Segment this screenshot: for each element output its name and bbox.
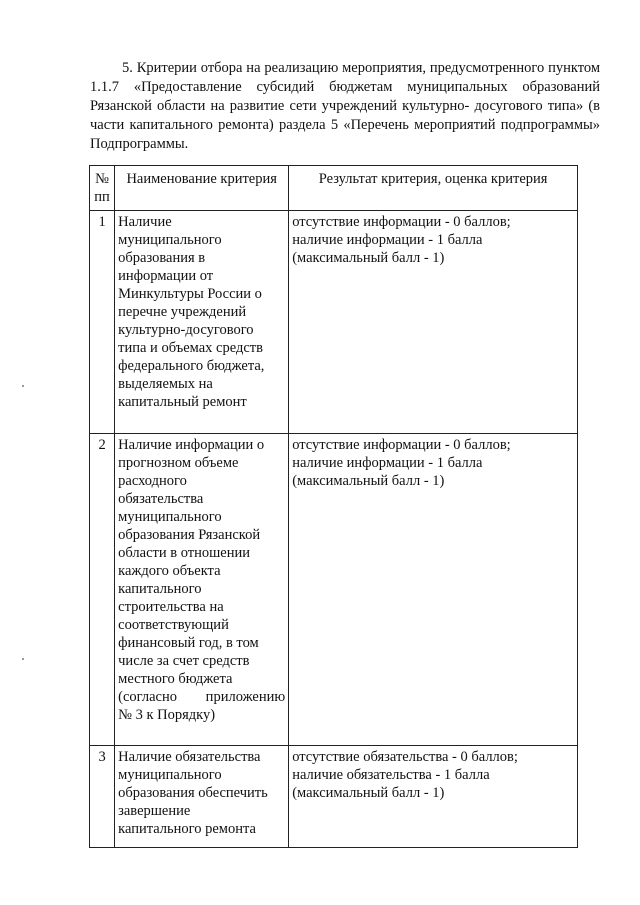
header-criterion-result: Результат критерия, оценка критерия [289,166,578,211]
table-row [90,746,578,848]
scan-speck [22,385,24,387]
table-header-row [90,166,578,211]
row-number: 3 [90,746,115,848]
table-row [90,434,578,746]
criterion-result: отсутствие информации - 0 баллов; наличие информации - 1 балла (максимальный балл - 1) [289,434,578,746]
table-row [90,211,578,434]
criterion-name: Наличие информации о прогнозном объеме расходного обязательства муниципального образования Рязанской области в отношении каждого объекта капитального строительства на соответствующий финансовый год, в том числе за счет средств местного бюджета (согласно приложению № 3 к Порядку) [115,434,289,746]
intro-paragraph [90,59,600,154]
intro-line: образований Рязанской области на развитие сети учреждений культурно- [90,79,600,114]
header-criterion-name: Наименование критерия [115,166,289,211]
criteria-table [89,165,578,848]
header-number: № пп [90,166,115,211]
criterion-name: Наличие обязательства муниципального образования обеспечить завершение капитального ремонта [115,746,289,848]
criterion-result: отсутствие обязательства - 0 баллов; наличие обязательства - 1 балла (максимальный балл - 1) [289,746,578,848]
row-number: 2 [90,434,115,746]
criterion-name: Наличие муниципального образования в информации от Минкультуры России о перечне учреждений культурно-досугового типа и объемах средств федерального бюджета, выделяемых на капитальный ремонт [115,211,289,434]
scan-speck [22,658,24,660]
intro-line: 5. Критерии отбора на реализацию мероприятия, предусмотренного [122,60,545,76]
row-number: 1 [90,211,115,434]
intro-line: мероприятий подпрограммы» Подпрограммы. [90,117,600,152]
criterion-result: отсутствие информации - 0 баллов; наличие информации - 1 балла (максимальный балл - 1) [289,211,578,434]
intro-line: досугового типа» (в части капитального ремонта) раздела 5 «Перечень [90,98,601,133]
intro-line: пунктом 1.1.7 «Предоставление субсидий бюджетам муниципальных [90,60,600,95]
